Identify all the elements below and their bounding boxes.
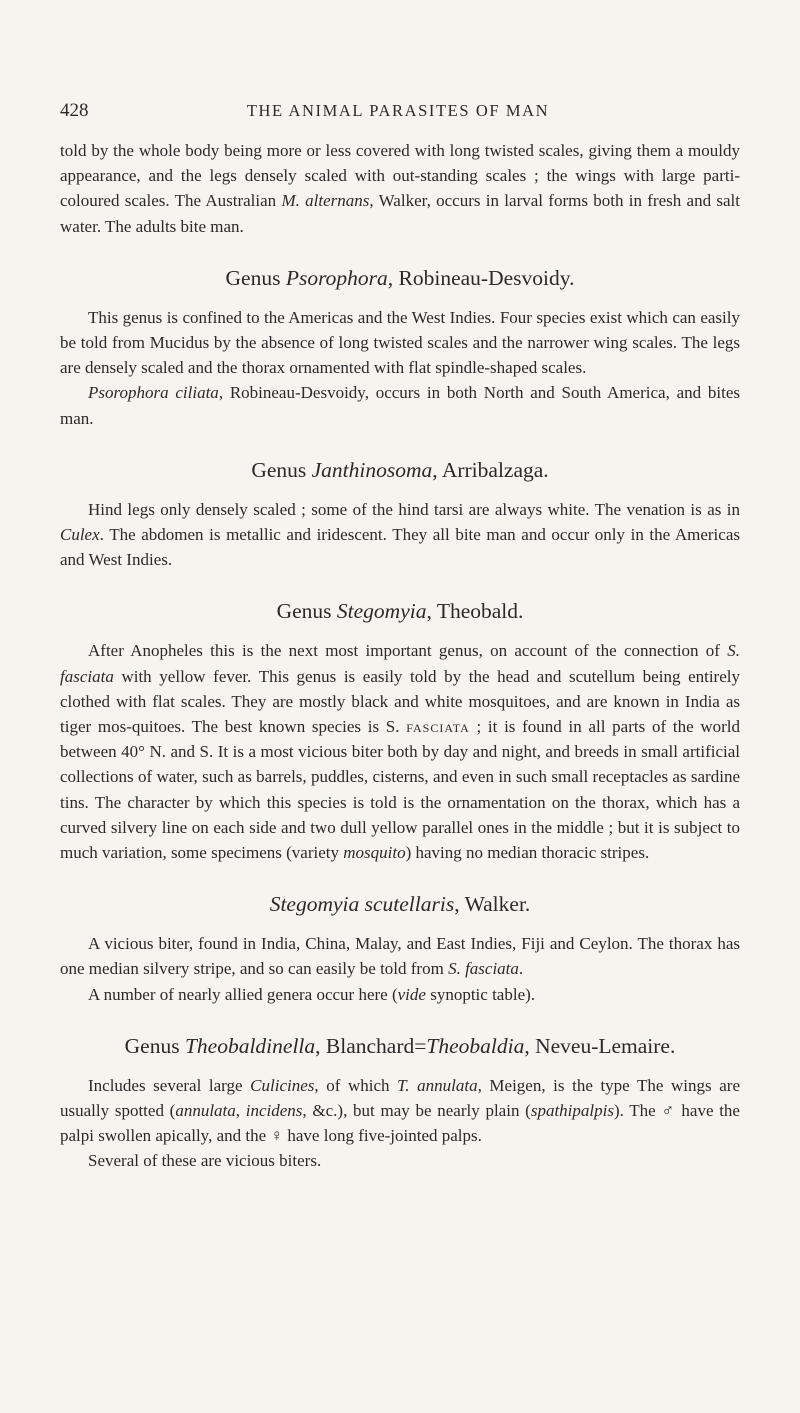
group-name: Culicines <box>250 1075 315 1095</box>
text-run: ) having no median thoracic stripes. <box>405 843 650 863</box>
paragraph-allied-genera <box>60 982 740 1007</box>
paragraph-psorophora <box>60 305 740 381</box>
species-name: T. annulata <box>397 1075 478 1095</box>
heading-stegomyia-scutellaris <box>60 890 740 918</box>
heading-genus-name: Stegomyia <box>336 599 427 624</box>
text-run: told by the whole body being more or less covered with long twisted scales, giving them a mouldy appearance, and the legs densely scaled with out-standing scales ; the wings with large parti-coloured scales. The Australian <box>60 141 740 211</box>
species-name: M. alternans <box>281 191 370 211</box>
text-run: . <box>518 959 524 979</box>
heading-stegomyia <box>60 597 740 625</box>
genus-name: Culex <box>60 525 100 545</box>
heading-genus-name: Janthinosoma <box>311 457 433 482</box>
running-head <box>60 100 736 124</box>
text-run: ). The ♂ have the palpi swollen apically, and the ♀ have long five-jointed palps. <box>60 1101 740 1146</box>
text-run: , Meigen, is the type The wings are usually spotted ( <box>60 1075 740 1121</box>
text-run: . The abdomen is metallic and iridescent. They all bite man and occur only in the Americas and West Indies. <box>60 525 740 570</box>
text-run: Several of these are vicious biters. <box>88 1151 322 1171</box>
text-run: , &c.), but may be nearly plain ( <box>302 1101 531 1121</box>
species-name-small-caps: fasciata <box>406 717 470 737</box>
text-run: This genus is confined to the Americas and the West Indies. Four species exist which can easily be told from Mucidus by the absence of long twisted scales and the narrower wing scales. The legs are densely scaled and the thorax ornamented with flat spindle-shaped scales. <box>60 307 740 378</box>
paragraph-continuation <box>60 138 740 239</box>
heading-janthinosoma <box>60 456 740 484</box>
text-run: Hind legs only densely scaled ; some of the hind tarsi are always white. The venation is as in <box>88 499 740 519</box>
text-run: synoptic table). <box>425 984 536 1004</box>
heading-theobaldinella <box>60 1032 740 1060</box>
text-run: A vicious biter, found in India, China, Malay, and East Indies, Fiji and Ceylon. The thorax has one median silvery stripe, and so can easily be told from <box>60 934 740 979</box>
heading-psorophora <box>60 264 740 292</box>
text-run: , Walker, occurs in larval forms both in fresh and salt water. The adults bite man. <box>60 191 740 236</box>
paragraph-theobaldinella <box>60 1073 740 1149</box>
text-run: , <box>235 1101 246 1121</box>
paragraph-psorophora-ciliata <box>60 380 740 430</box>
species-name: S. fasciata <box>448 959 519 979</box>
heading-genus-name: Psorophora <box>285 265 388 290</box>
heading-synonym-name: Theobaldia <box>426 1033 525 1058</box>
variety-name: mosquito <box>343 843 406 863</box>
text-run: A number of nearly allied genera occur here ( <box>88 984 398 1004</box>
text-run: , of which <box>314 1075 398 1095</box>
paragraph-stegomyia <box>60 638 740 865</box>
heading-author: , Walker. <box>454 892 531 917</box>
heading-author: , Arribalzaga. <box>432 457 549 482</box>
heading-genus-name: Theobaldinella <box>184 1033 316 1058</box>
text-run: , Robineau-Desvoidy, occurs in both North and South America, and bites man. <box>60 383 740 428</box>
heading-author: , Robineau-Desvoidy. <box>387 265 575 290</box>
heading-genus: Genus <box>124 1033 185 1058</box>
species-name: incidens <box>245 1101 303 1121</box>
heading-genus: Genus <box>225 265 286 290</box>
paragraph-vicious-biters <box>60 1148 740 1173</box>
heading-author: , Theobald. <box>426 599 524 624</box>
heading-genus: Genus <box>251 457 312 482</box>
heading-author: , Neveu-Lemaire. <box>524 1033 676 1058</box>
text-run: ; it is found in all parts of the world between 40° N. and S. It is a most vicious biter both by day and night, and breeds in small artificial collections of water, such as barrels, puddles, cisterns, and even in such small receptacles as sardine tins. The character by which this species is told is the ornamentation on the thorax, which has a curved silvery line on each side and two dull yellow parallel ones in the middle ; but it is subject to much variation, some specimens (variety <box>60 717 740 863</box>
page-body <box>60 138 740 1174</box>
species-name: spathipalpis <box>530 1101 614 1121</box>
text-run: with yellow fever. This genus is easily told by the head and scutellum being entirely clothed with flat scales. They are mostly black and white mosquitoes, and are known in India as tiger mos-quitoes. The best known species is S. <box>60 666 740 737</box>
heading-genus: Genus <box>276 599 337 624</box>
page-number: 428 <box>60 100 89 121</box>
paragraph-scutellaris <box>60 931 740 981</box>
species-name: annulata <box>175 1101 236 1121</box>
heading-species-name: Stegomyia scutellaris <box>269 892 455 917</box>
species-name: S. fasciata <box>60 641 740 686</box>
paragraph-janthinosoma <box>60 497 740 573</box>
heading-author: , Blanchard= <box>315 1033 427 1058</box>
running-title: THE ANIMAL PARASITES OF MAN <box>246 101 550 120</box>
text-run: Includes several large <box>88 1075 251 1095</box>
latin-word: vide <box>397 984 426 1004</box>
text-run: After Anopheles this is the next most important genus, on account of the connection of <box>88 641 728 661</box>
species-name: Psorophora ciliata <box>88 383 219 403</box>
